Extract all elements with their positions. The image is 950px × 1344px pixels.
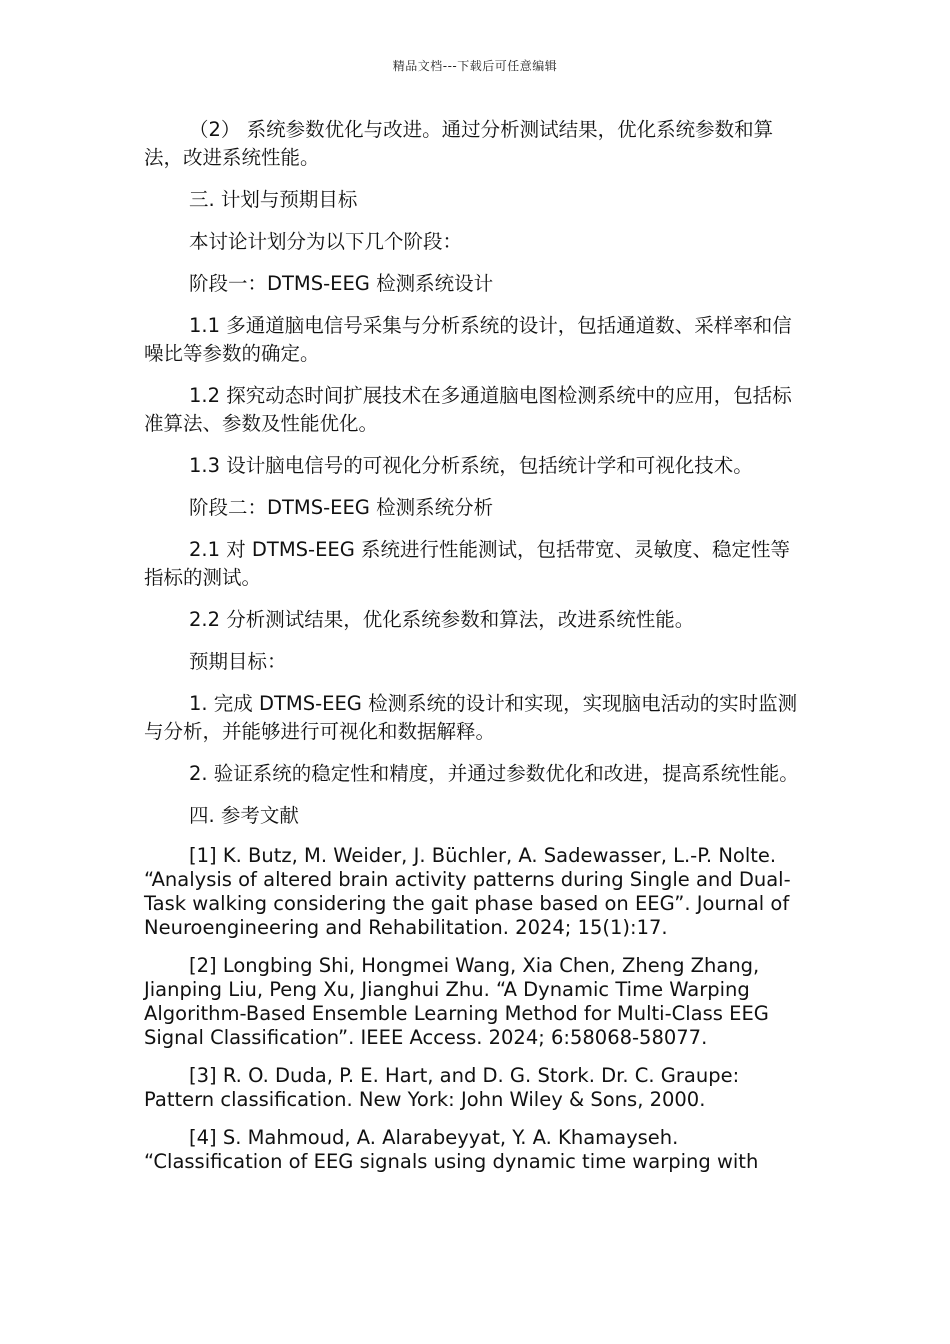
paragraph-1-2: 1.2 探究动态时间扩展技术在多通道脑电图检测系统中的应用，包括标准算法、参数及性能优化。 xyxy=(144,384,792,435)
goal-2: 2. 验证系统的稳定性和精度，并通过参数优化和改进，提高系统性能。 xyxy=(189,762,799,785)
paragraph-2-2: 2.2 分析测试结果，优化系统参数和算法，改进系统性能。 xyxy=(189,608,695,631)
paragraph-param-optimization: （2） 系统参数优化与改进。通过分析测试结果，优化系统参数和算法，改进系统性能。 xyxy=(144,118,774,169)
stage-one-heading: 阶段一：DTMS-EEG 检测系统设计 xyxy=(189,272,494,295)
expected-goals-heading: 预期目标： xyxy=(189,650,287,673)
section-heading-references: 四. 参考文献 xyxy=(189,804,299,827)
paragraph-1-3: 1.3 设计脑电信号的可视化分析系统，包括统计学和可视化技术。 xyxy=(189,454,753,477)
reference-1: [1] K. Butz, M. Weider, J. Büchler, A. Sadewasser, L.-P. Nolte. “Analysis of altered brain activity patterns during Single and Dual-Task walking considering the gait phase based on EEG”. Journal of Neuroengineering and Rehabilitation. 2024; 15(1):17. xyxy=(144,844,791,939)
section-heading-plan: 三. 计划与预期目标 xyxy=(189,188,358,211)
reference-3: [3] R. O. Duda, P. E. Hart, and D. G. Stork. Dr. C. Graupe: Pattern classification. New York: John Wiley & Sons, 2000. xyxy=(144,1064,740,1111)
paragraph-stages-intro: 本讨论计划分为以下几个阶段： xyxy=(189,230,463,253)
reference-2: [2] Longbing Shi, Hongmei Wang, Xia Chen, Zheng Zhang, Jianping Liu, Peng Xu, Jianghui Zhu. “A Dynamic Time Warping Algorithm-Based Ensemble Learning Method for Multi-Class EEG Signal Classification”. IEEE Access. 2024; 6:58068-58077. xyxy=(144,954,769,1049)
paragraph-2-1: 2.1 对 DTMS-EEG 系统进行性能测试，包括带宽、灵敏度、稳定性等指标的测试。 xyxy=(144,538,791,589)
stage-two-heading: 阶段二：DTMS-EEG 检测系统分析 xyxy=(189,496,494,519)
goal-1: 1. 完成 DTMS-EEG 检测系统的设计和实现，实现脑电活动的实时监测与分析，并能够进行可视化和数据解释。 xyxy=(144,692,798,743)
page-header: 精品文档---下载后可任意编辑 xyxy=(392,59,558,73)
paragraph-1-1: 1.1 多通道脑电信号采集与分析系统的设计，包括通道数、采样率和信噪比等参数的确定。 xyxy=(144,314,792,365)
reference-4: [4] S. Mahmoud, A. Alarabeyyat, Y. A. Khamayseh. “Classification of EEG signals using dynamic time warping with xyxy=(144,1126,759,1173)
document-body xyxy=(144,116,806,1188)
